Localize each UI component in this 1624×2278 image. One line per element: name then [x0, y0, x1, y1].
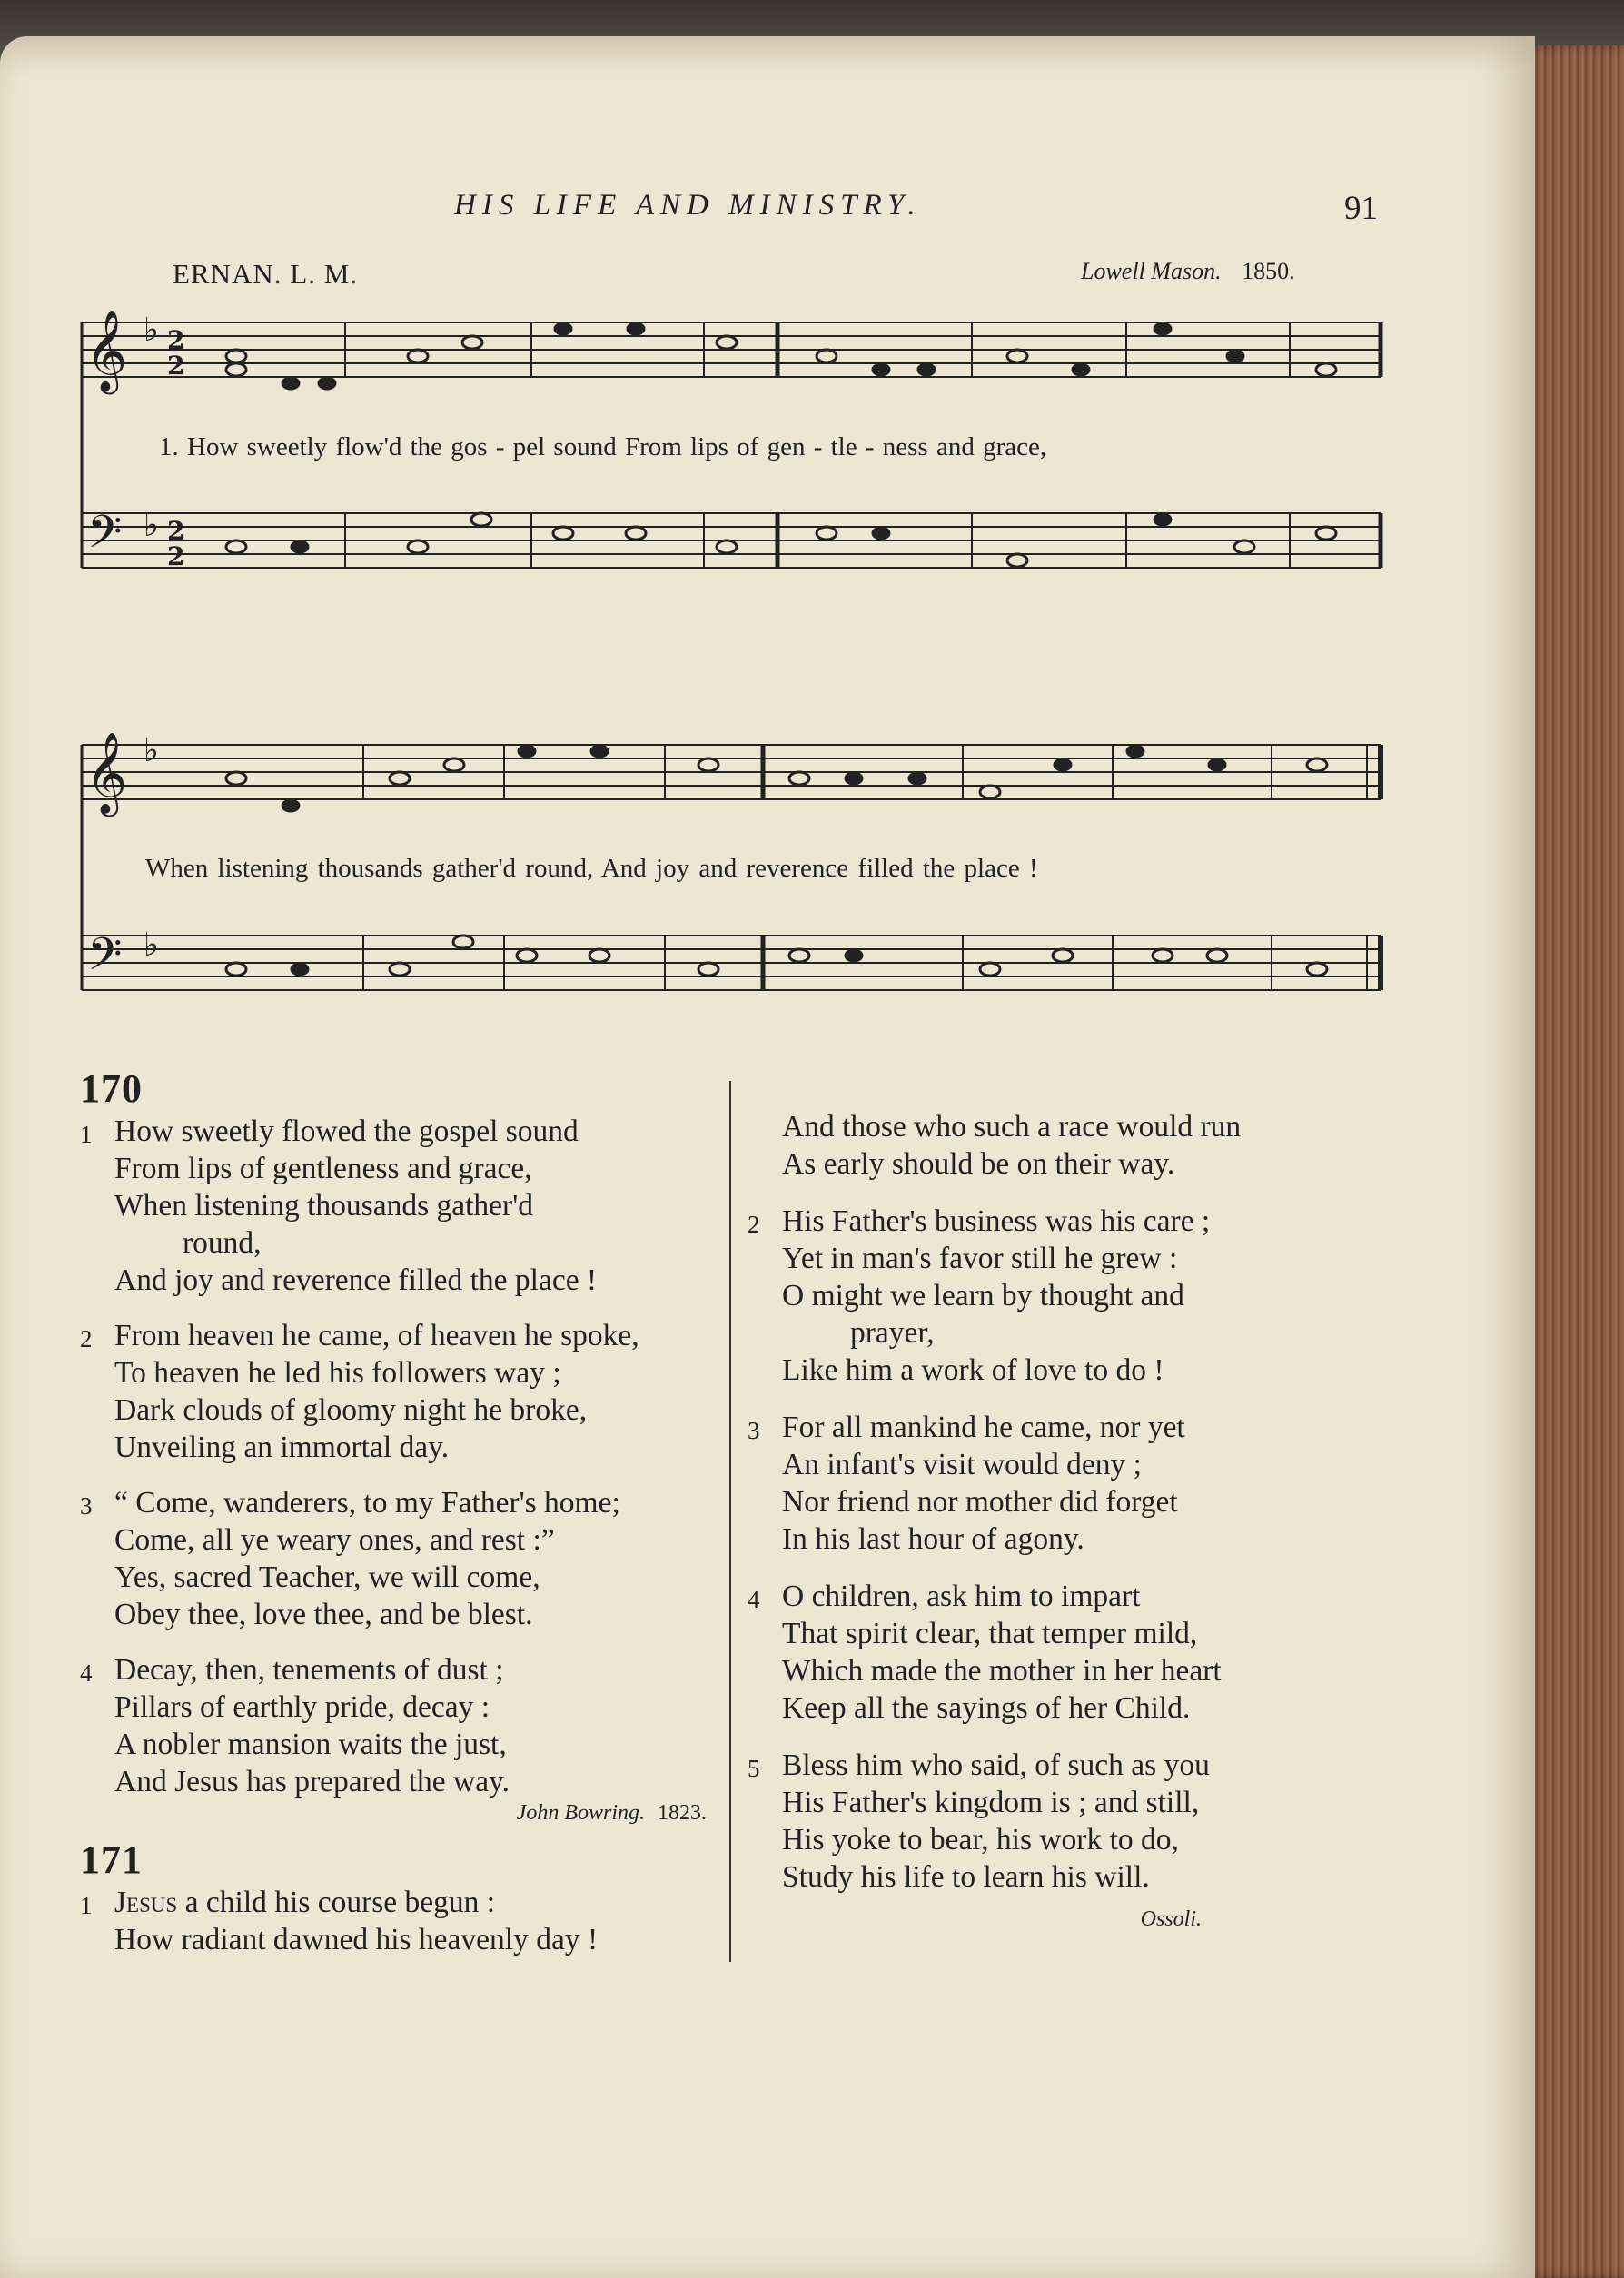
- verse-line: Nor friend nor mother did forget: [782, 1485, 1178, 1519]
- verse-line: As early should be on their way.: [782, 1147, 1175, 1181]
- hymn-number-171: 171: [80, 1837, 143, 1882]
- stanza-number: 3: [80, 1492, 93, 1520]
- first-word: Jesus: [114, 1886, 178, 1919]
- composer-name: Lowell Mason.: [1081, 258, 1222, 284]
- verse-line: And Jesus has prepared the way.: [114, 1765, 510, 1798]
- stanza-number: 4: [80, 1659, 93, 1687]
- verse-line: round,: [183, 1226, 262, 1260]
- svg-text:♭: ♭: [144, 926, 159, 964]
- verse-line: His Father's business was his care ;: [782, 1204, 1211, 1238]
- svg-text:2: 2: [167, 325, 185, 355]
- column-divider: [729, 1081, 731, 1962]
- stanza-171-1: [80, 1884, 716, 1958]
- line-rest: a child his course begun :: [177, 1886, 496, 1919]
- svg-text:2: 2: [167, 541, 185, 571]
- verse-line: His Father's kingdom is ; and still,: [782, 1786, 1200, 1819]
- lyric-line-2: When listening thousands gather'd round, And joy and reverence filled the place !: [145, 854, 1038, 883]
- svg-text:2: 2: [167, 516, 185, 546]
- verse-line: Decay, then, tenements of dust ;: [114, 1653, 504, 1687]
- clefs-and-signatures: [85, 310, 184, 992]
- verse-line: “ Come, wanderers, to my Father's home;: [114, 1486, 620, 1520]
- verse-line: Dark clouds of gloomy night he broke,: [114, 1393, 588, 1427]
- verse-line: How sweetly flowed the gospel sound: [114, 1114, 579, 1148]
- verse-line: O might we learn by thought and: [782, 1279, 1184, 1312]
- verse-line: For all mankind he came, nor yet: [782, 1411, 1185, 1444]
- left-column: [80, 1066, 716, 1976]
- verse-line: prayer,: [850, 1316, 935, 1350]
- stanza-number: 4: [748, 1586, 760, 1613]
- verse-line: An infant's visit would deny ;: [782, 1448, 1142, 1481]
- stanza-number: 2: [80, 1325, 93, 1352]
- verse-line: Keep all the sayings of her Child.: [782, 1691, 1191, 1725]
- stanza-number: 1: [80, 1892, 93, 1919]
- tune-composer: [1081, 258, 1295, 285]
- author-year: 1823.: [658, 1801, 707, 1825]
- verse-line: Come, all ye weary ones, and rest :”: [114, 1523, 555, 1557]
- verse-line: Bless him who said, of such as you: [782, 1748, 1210, 1782]
- verse-line: Yes, sacred Teacher, we will come,: [114, 1560, 540, 1594]
- right-column: [748, 1108, 1401, 1938]
- tune-name: ERNAN. L. M.: [173, 258, 359, 290]
- verse-line: And those who such a race would run: [782, 1110, 1242, 1144]
- verse-line: [114, 1884, 716, 1921]
- svg-text:𝄢: 𝄢: [87, 928, 123, 992]
- music-score: [73, 291, 1399, 1045]
- verse-line: His yoke to bear, his work to do,: [782, 1823, 1179, 1857]
- stanza-number: 1: [80, 1121, 93, 1148]
- stanza-170-3: [80, 1484, 716, 1633]
- verse-line: O children, ask him to impart: [782, 1580, 1141, 1613]
- verse-line: Yet in man's favor still he grew :: [782, 1242, 1178, 1275]
- stanza-171-2: [748, 1203, 1401, 1389]
- page-number: 91: [1344, 190, 1378, 227]
- stanza-171-5: [748, 1747, 1401, 1896]
- svg-text:♭: ♭: [144, 312, 159, 349]
- svg-text:♭: ♭: [144, 507, 159, 544]
- stanza-171-3: [748, 1409, 1401, 1558]
- verse-line: That spirit clear, that temper mild,: [782, 1617, 1198, 1650]
- stanza-number: 2: [748, 1211, 760, 1238]
- verse-line: How radiant dawned his heavenly day !: [114, 1923, 599, 1956]
- verse-line: Obey thee, love thee, and be blest.: [114, 1598, 533, 1631]
- svg-text:2: 2: [167, 351, 185, 381]
- verse-line: In his last hour of agony.: [782, 1522, 1084, 1556]
- verse-line: Like him a work of love to do !: [782, 1353, 1164, 1387]
- verse-line: Which made the mother in her heart: [782, 1654, 1222, 1688]
- hymn-171-attribution: Ossoli.: [1140, 1907, 1202, 1931]
- stanza-170-2: [80, 1317, 716, 1466]
- svg-text:♭: ♭: [144, 732, 159, 769]
- verse-line: When listening thousands gather'd: [114, 1189, 533, 1223]
- running-title: HIS LIFE AND MINISTRY.: [454, 189, 922, 222]
- svg-text:𝄞: 𝄞: [85, 310, 128, 391]
- hymn-number-170: 170: [80, 1066, 143, 1111]
- verse-line: From lips of gentleness and grace,: [114, 1152, 532, 1185]
- stanza-number: 5: [748, 1755, 760, 1782]
- stanza-number: 3: [748, 1417, 760, 1444]
- svg-text:𝄢: 𝄢: [87, 506, 123, 570]
- stanza-170-1: [80, 1113, 716, 1299]
- verse-line: To heaven he led his followers way ;: [114, 1356, 561, 1390]
- verse-line: A nobler mansion waits the just,: [114, 1728, 507, 1761]
- verse-line: Pillars of earthly pride, decay :: [114, 1690, 490, 1724]
- stanza-170-4: [80, 1651, 716, 1800]
- verse-line: From heaven he came, of heaven he spoke,: [114, 1319, 639, 1352]
- svg-text:𝄞: 𝄞: [85, 732, 128, 814]
- verse-line: And joy and reverence filled the place !: [114, 1263, 598, 1297]
- verse-line: Study his life to learn his will.: [782, 1860, 1150, 1894]
- stanza-171-1-continued: [748, 1108, 1401, 1183]
- stanza-171-4: [748, 1578, 1401, 1727]
- lyric-line-1: 1. How sweetly flow'd the gos - pel sound From lips of gen - tle - ness and grace,: [159, 432, 1047, 461]
- hymn-170-attribution: [80, 1795, 716, 1832]
- author-name: John Bowring.: [516, 1801, 645, 1825]
- composer-year: 1850.: [1242, 258, 1295, 284]
- verse-line: Unveiling an immortal day.: [114, 1431, 450, 1464]
